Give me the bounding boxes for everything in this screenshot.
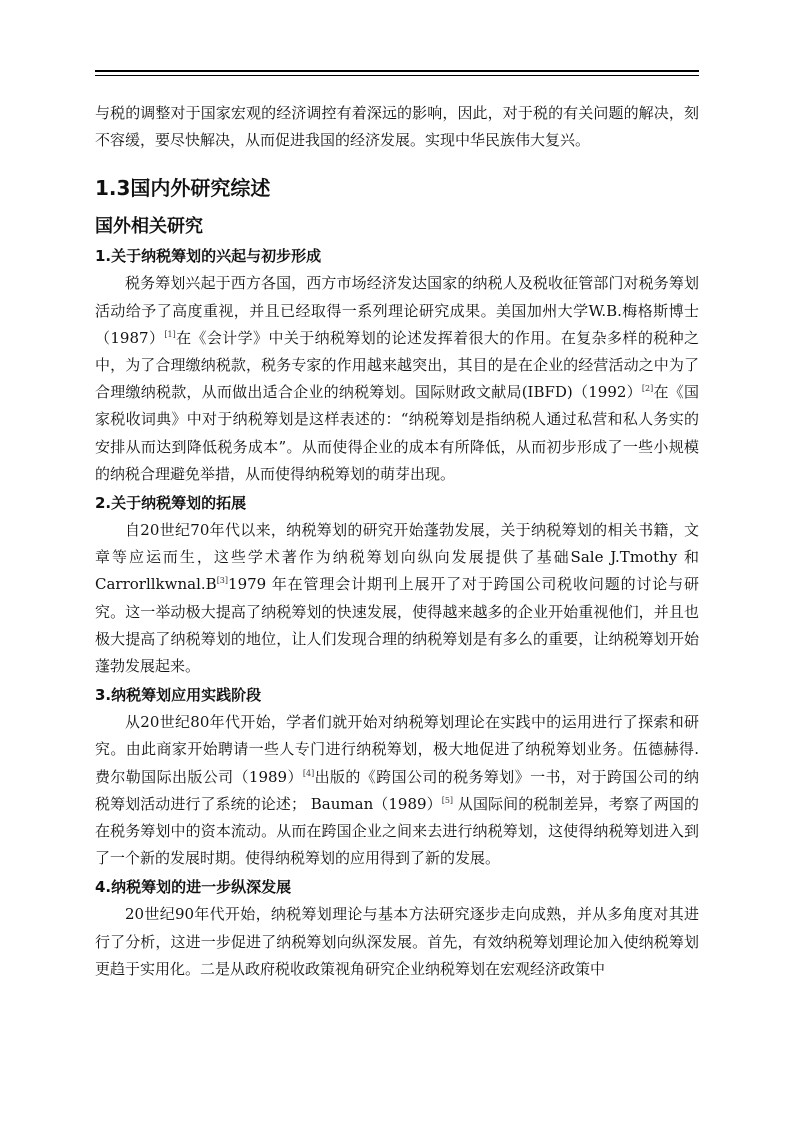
point-3-text-a: 从20世纪80年代开始，学者们就开始对纳税筹划理论在实践中的运用进行了探索和研究。由此商家开始聘请一些人专门进行纳税筹划，极大地促进了纳税筹划业务。伍德赫得.费尔勒国际出版公司（1989） <box>95 713 699 786</box>
point-4-heading: 4.纳税筹划的进一步纵深发展 <box>95 878 292 897</box>
point-2-text-b: 1979 年在管理会计期刊上展开了对于跨国公司税收问题的讨论与研究。这一举动极大提高了纳税筹划的快速发展，使得越来越多的企业开始重视他们，并且也极大提高了纳税筹划的地位，让人们发现合理的纳税筹划是有多么的重要，让纳税筹划开始蓬勃发展起来。 <box>95 575 699 676</box>
point-3-text-b: 出版的《跨国公司的税务筹划》一书，对于跨国公司的纳税筹划活动进行了系统的论述； Bauman（1989） <box>95 767 699 813</box>
point-1-heading: 1.关于纳税筹划的兴起与初步形成 <box>95 247 322 266</box>
citation-3: [3] <box>216 576 229 586</box>
citation-1: [1] <box>164 329 176 339</box>
citation-2: [2] <box>641 384 654 394</box>
point-4-paragraph: 20世纪90年代开始，纳税筹划理论与基本方法研究逐步走向成熟，并从多角度对其进行了分析，这进一步促进了纳税筹划向纵深发展。首先，有效纳税筹划理论加入使纳税筹划更趋于实用化。二是从政府税收政策视角研究企业纳税筹划在宏观经济政策中 <box>95 905 699 978</box>
citation-4: [4] <box>302 768 315 778</box>
point-1-text-c: 在《国家税收词典》中对于纳税筹划是这样表述的：“纳税筹划是指纳税人通过私营和私人务实的安排从而达到降低税务成本”。从而使得企业的成本有所降低，从而初步形成了一些小规模的纳税合理避免举措，从而使得纳税筹划的萌芽出现。 <box>95 383 699 483</box>
point-2-heading: 2.关于纳税筹划的拓展 <box>95 494 247 513</box>
intro-paragraph: 与税的调整对于国家宏观的经济调控有着深远的影响，因此，对于税的有关问题的解决，刻不容缓，要尽快解决，从而促进我国的经济发展。实现中华民族伟大复兴。 <box>95 104 699 150</box>
point-2-paragraph <box>95 517 699 680</box>
point-1-text-b: 在《会计学》中关于纳税筹划的论述发挥着很大的作用。在复杂多样的税种之中，为了合理缴纳税款，税务专家的作用越来越突出，其目的是在企业的经营活动之中为了合理缴纳税款，从而做出适合企业的纳税筹划。国际财政文献局(IBFD)（1992） <box>95 328 699 402</box>
citation-5: [5] <box>441 795 454 805</box>
point-1-text-a: 税务筹划兴起于西方各国，西方市场经济发达国家的纳税人及税收征管部门对税务筹划活动给予了高度重视，并且已经取得一系列理论研究成果。美国加州大学W.B.梅格斯博士（1987） <box>95 274 699 347</box>
subsection-heading: 国外相关研究 <box>95 216 203 238</box>
point-3-heading: 3.纳税筹划应用实践阶段 <box>95 686 262 705</box>
point-1-paragraph <box>95 270 699 488</box>
page-content <box>95 100 699 983</box>
section-heading: 1.3国内外研究综述 <box>95 176 271 201</box>
header-rule-thin <box>95 75 699 76</box>
header-rule-thick <box>95 70 699 72</box>
point-3-paragraph <box>95 709 699 872</box>
point-3-text-c: 从国际间的税制差异，考察了两国的在税务筹划中的资本流动。从而在跨国企业之间来去进行纳税筹划，这使得纳税筹划进入到了一个新的发展时期。使得纳税筹划的应用得到了新的发展。 <box>95 794 699 868</box>
point-2-text-a: 自20世纪70年代以来，纳税筹划的研究开始蓬勃发展，关于纳税筹划的相关书籍，文章等应运而生，这些学术著作为纳税筹划向纵向发展提供了基础Sale J.Tmothy 和Carrorllkwnal.B <box>95 521 699 594</box>
